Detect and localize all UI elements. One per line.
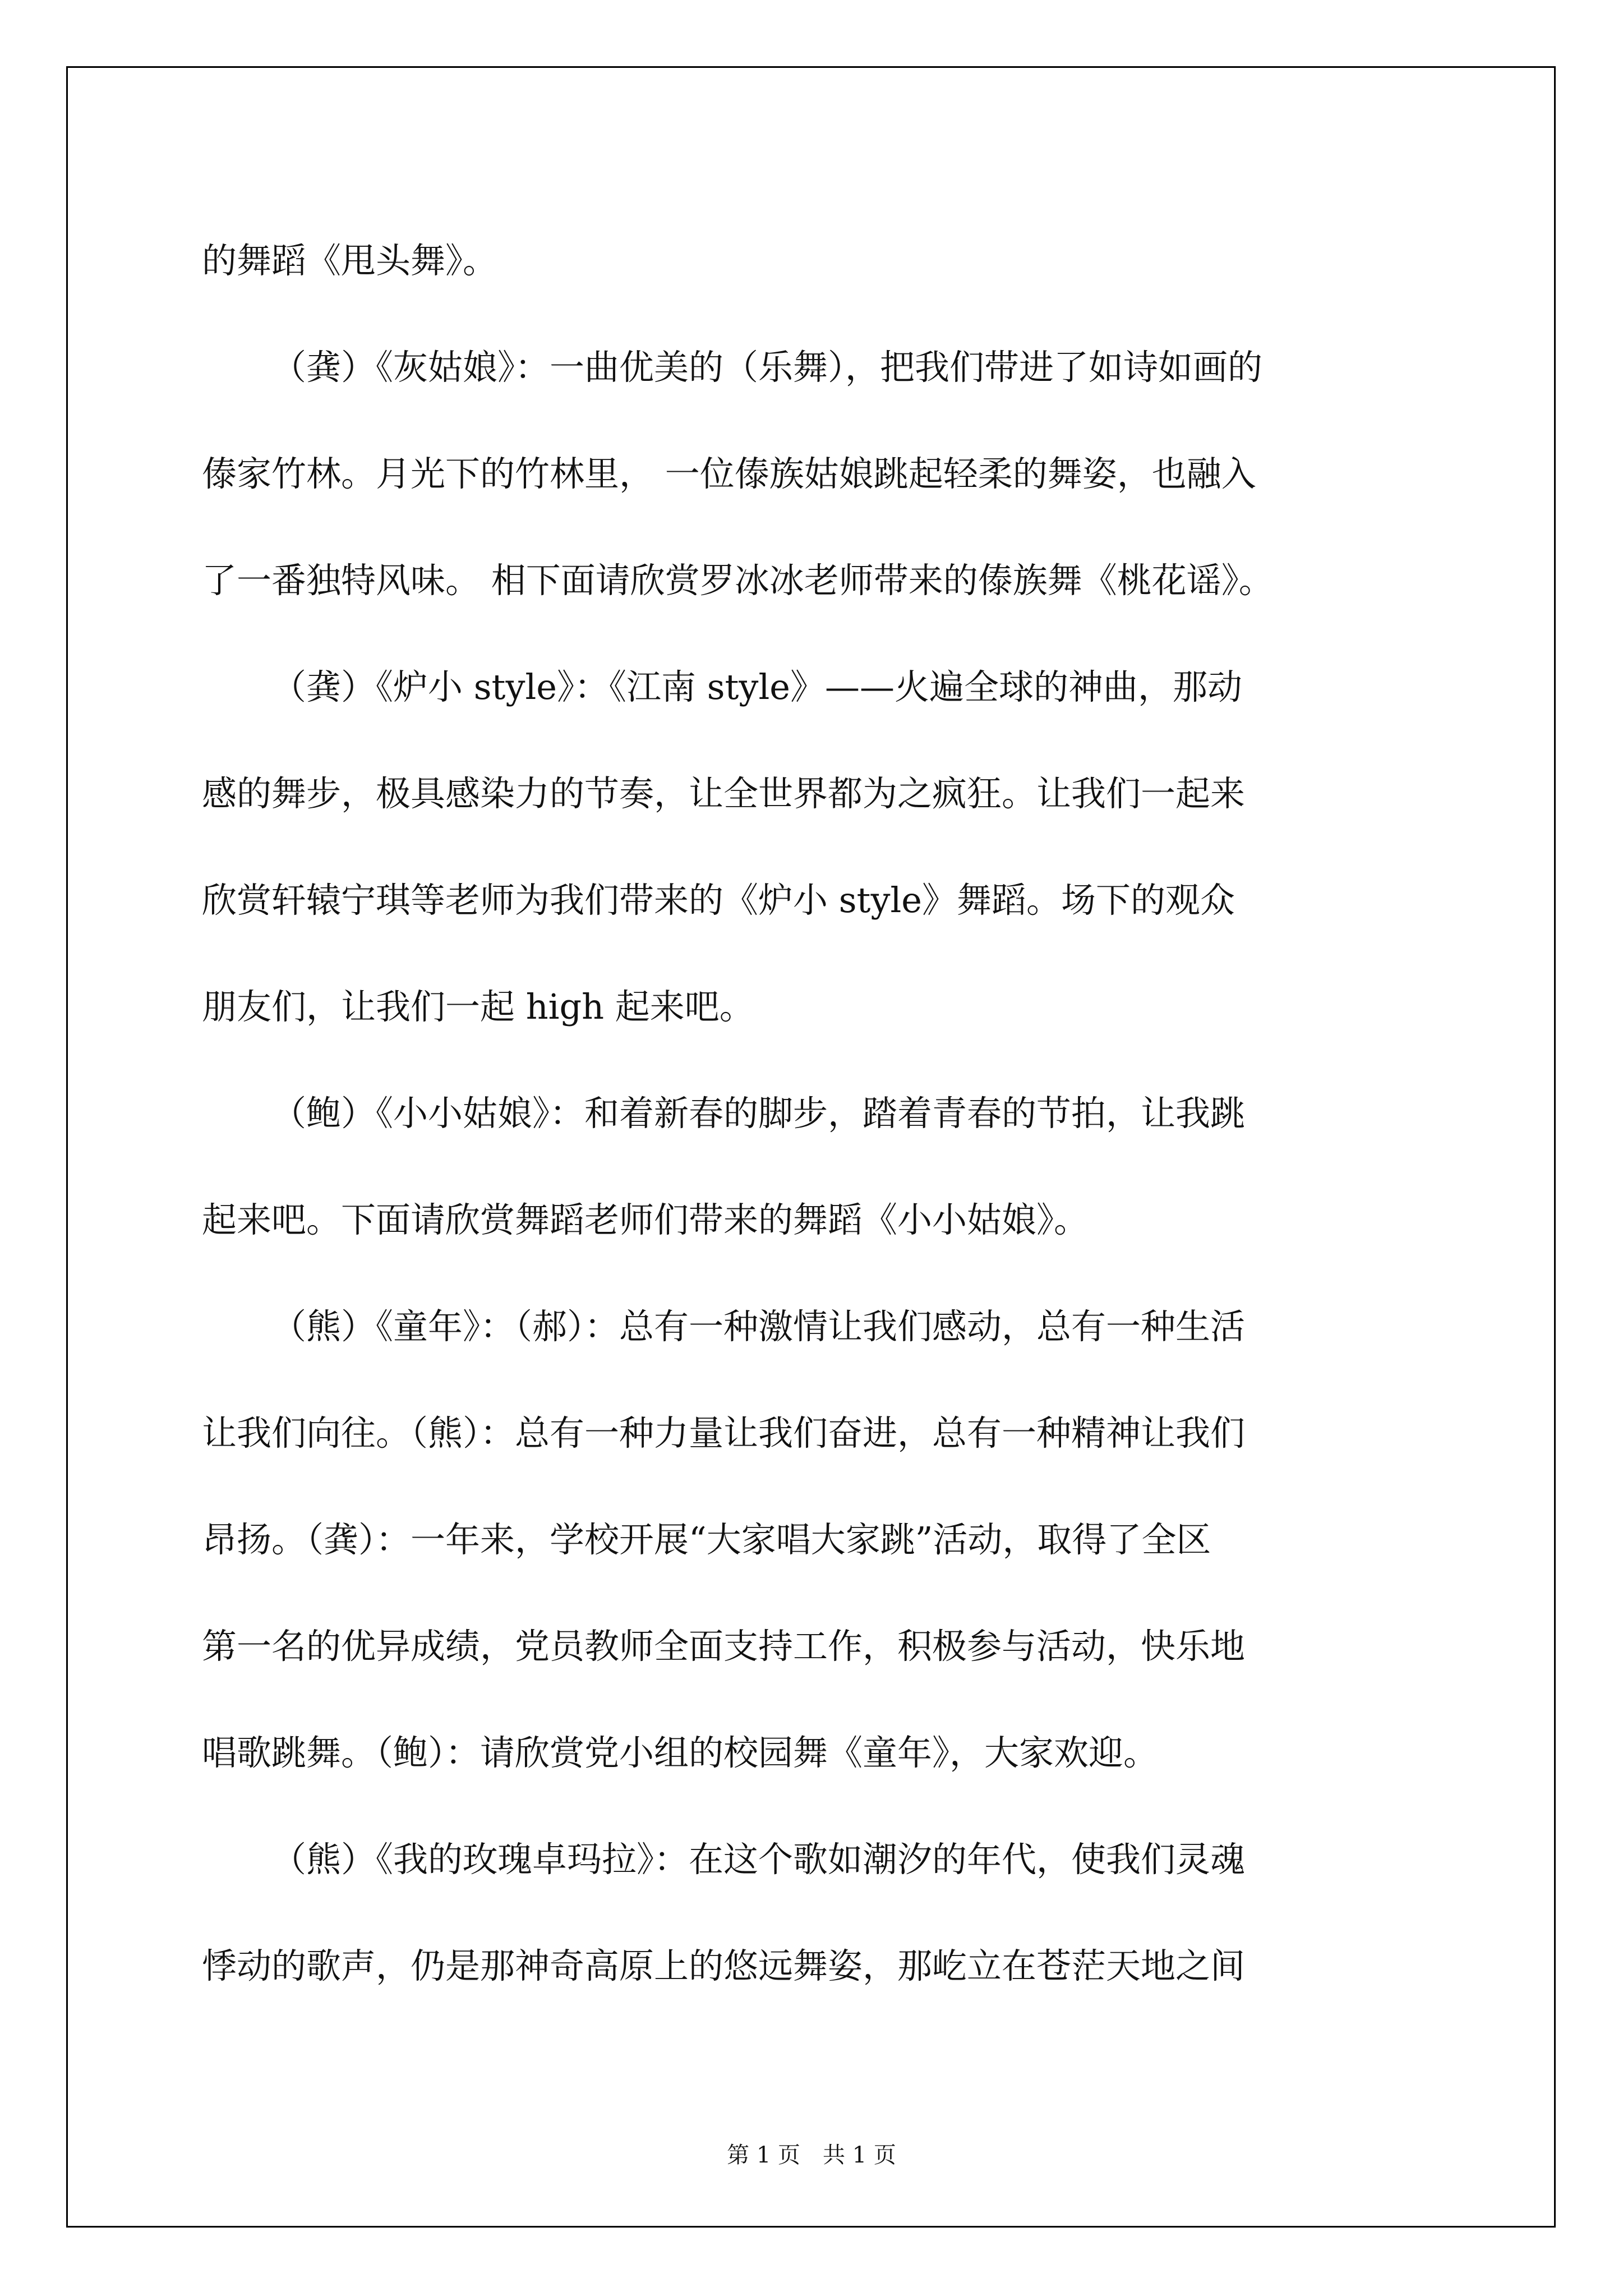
paragraph-line: （龚）《炉小 style》：《江南 style》——火遍全球的神曲，那动 (271, 666, 1242, 707)
text-line: 了一番独特风味。 相下面请欣赏罗冰冰老师带来的傣族舞《桃花谣》。 (202, 560, 1274, 601)
page-number-footer: 第 1 页 共 1 页 (727, 2142, 896, 2168)
text-line: 悸动的歌声，仍是那神奇高原上的悠远舞姿，那屹立在苍茫天地之间 (202, 1945, 1246, 1986)
paragraph-line: （熊）《童年》：（郝）：总有一种激情让我们感动，总有一种生活 (271, 1306, 1246, 1347)
text-line: 的舞蹈《甩头舞》。 (202, 240, 498, 281)
text-line: 傣家竹林。月光下的竹林里， 一位傣族姑娘跳起轻柔的舞姿，也融入 (202, 453, 1256, 494)
paragraph-line: （龚）《灰姑娘》：一曲优美的（乐舞），把我们带进了如诗如画的 (271, 347, 1263, 388)
text-line: 感的舞步，极具感染力的节奏，让全世界都为之疯狂。让我们一起来 (202, 773, 1246, 814)
text-line: 朋友们，让我们一起 high 起来吧。 (202, 986, 754, 1027)
text-line: 昂扬。（龚）：一年来，学校开展“大家唱大家跳”活动，取得了全区 (202, 1519, 1211, 1560)
text-line: 让我们向往。（熊）：总有一种力量让我们奋进，总有一种精神让我们 (202, 1412, 1246, 1453)
text-line: 欣赏轩辕宁琪等老师为我们带来的《炉小 style》舞蹈。场下的观众 (202, 880, 1235, 921)
document-body (202, 208, 1464, 2019)
paragraph-line: （熊）《我的玫瑰卓玛拉》：在这个歌如潮汐的年代，使我们灵魂 (271, 1839, 1246, 1880)
text-line: 起来吧。下面请欣赏舞蹈老师们带来的舞蹈《小小姑娘》。 (202, 1199, 1089, 1240)
paragraph-line: （鲍）《小小姑娘》：和着新春的脚步，踏着青春的节拍，让我跳 (271, 1093, 1246, 1134)
text-line: 第一名的优异成绩，党员教师全面支持工作，积极参与活动，快乐地 (202, 1626, 1246, 1667)
text-line: 唱歌跳舞。（鲍）：请欣赏党小组的校园舞《童年》，大家欢迎。 (202, 1732, 1159, 1773)
